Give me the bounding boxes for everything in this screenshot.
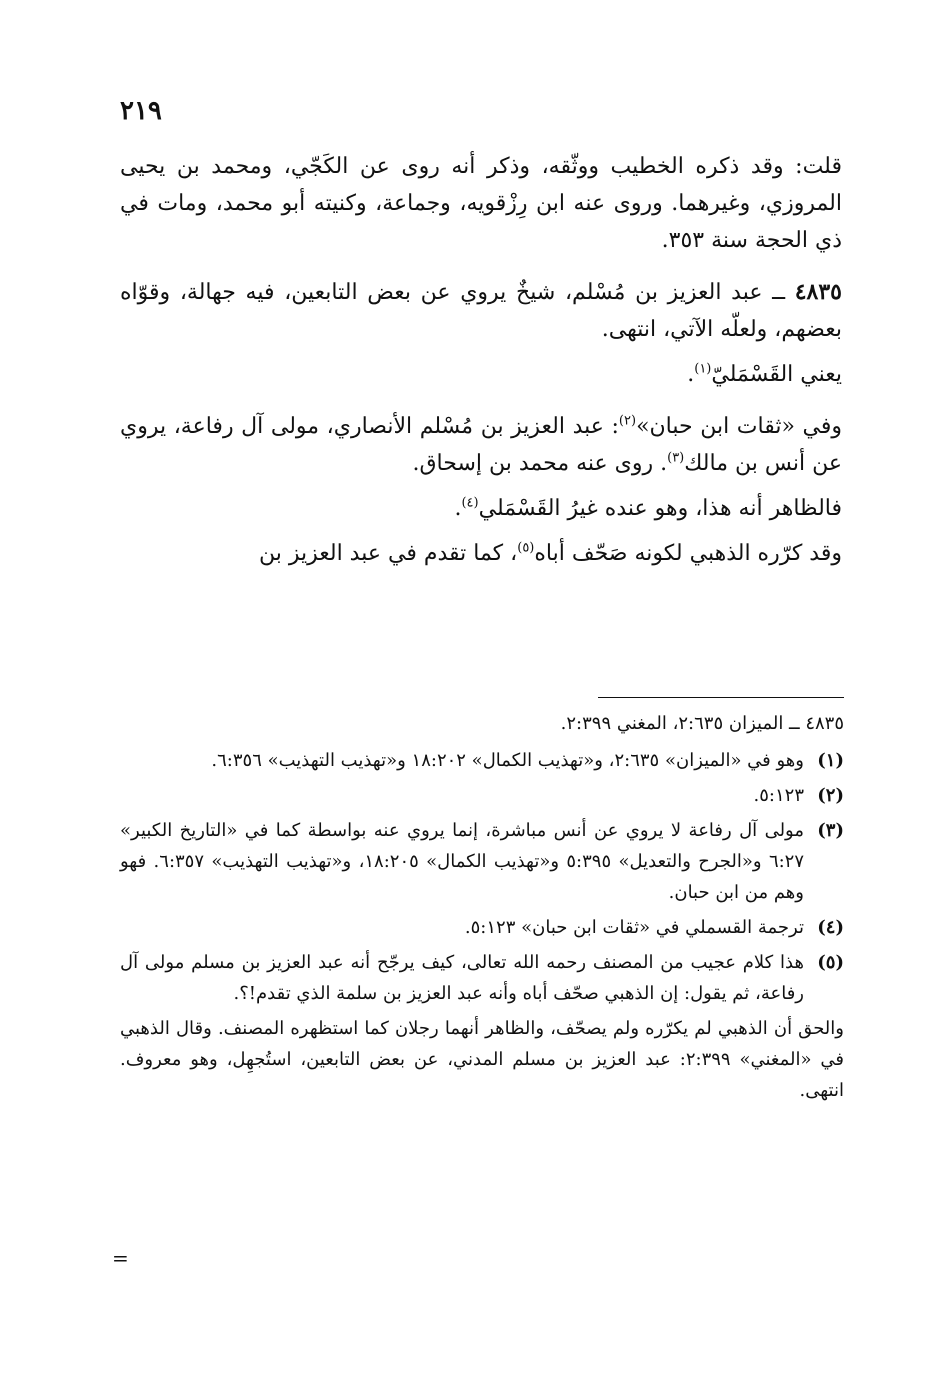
paragraph-5 (120, 490, 842, 527)
footnote-text: هذا كلام عجيب من المصنف رحمه الله تعالى، كيف يرجّح أنه عبد العزيز بن مسلم مولى آل رفاعة، ثم يقول: إن الذهبي صحّف أباه وأنه عبد العزيز بن سلمة الذي تقدم!؟. (120, 952, 804, 1004)
paragraph-3-end: . (687, 362, 695, 387)
page-number: ٢١٩ (120, 96, 162, 126)
footnote-number: (٣) (817, 820, 844, 841)
footnotes (120, 708, 844, 1106)
entry-number: ٤٨٣٥ (794, 279, 842, 305)
paragraph-3-text: يعني القَسْمَليّ (711, 362, 842, 387)
footnote-source: ٤٨٣٥ ــ الميزان ٢:٦٣٥، المغني ٢:٣٩٩. (560, 713, 844, 734)
footnote-ref-3: (٣) (667, 450, 685, 466)
paragraph-1: قلت: وقد ذكره الخطيب ووثّقه، وذكر أنه روى عن الكَجّي، ومحمد بن يحيى المروزي، وغيرهما. وروى عنه ابن رِزْقويه، وجماعة، وكنيته أبو محمد، ومات في ذي الحجة سنة ٣٥٣. (120, 154, 842, 253)
footnote-continuation: والحق أن الذهبي لم يكرّره ولم يصحّف، والظاهر أنهما رجلان كما استظهره المصنف. وقال الذهبي في «المغني» ٢:٣٩٩: عبد العزيز بن مسلم المدني، عن بعض التابعين، استُجهِل، وهو معروف. انتهى. (120, 1018, 844, 1101)
footnote-text: ٥:١٢٣. (753, 785, 804, 806)
footnote-text: مولى آل رفاعة لا يروي عن أنس مباشرة، إنما يروي عنه بواسطة كما في «التاريخ الكبير» ٦:٢٧ و«الجرح والتعديل» ٥:٣٩٥ و«تهذيب الكمال» ١٨:٢٠٥، و«تهذيب التهذيب» ٦:٣٥٧. فهو وهم من ابن حبان. (120, 820, 805, 903)
continuation-mark: = (112, 1246, 129, 1270)
paragraph-4 (120, 408, 842, 482)
entry-text: ــ عبد العزيز بن مُسْلم، شيخٌ يروي عن بعض التابعين، فيه جهالة، وقوّاه بعضهم، ولعلّه الآتي، انتهى. (120, 280, 842, 342)
footnote-ref-2: (٢) (618, 413, 637, 429)
footnote-ref-1: (١) (694, 361, 712, 377)
footnote-ref-5: (٥) (517, 540, 535, 556)
paragraph-6 (120, 535, 842, 572)
paragraph-3 (120, 356, 842, 393)
footnote-1 (120, 745, 844, 776)
footnote-number: (١) (817, 750, 844, 771)
footnote-2 (120, 780, 844, 811)
footnote-5 (120, 947, 844, 1009)
footnote-divider (598, 697, 844, 698)
footnote-3 (120, 815, 844, 908)
main-text (120, 148, 842, 587)
footnote-number: (٥) (817, 952, 844, 973)
footnote-number: (٤) (817, 917, 844, 938)
footnote-4 (120, 912, 844, 943)
footnote-number: (٢) (817, 785, 844, 806)
paragraph-6-part-a: وقد كرّره الذهبي لكونه صَحّف أباه (534, 541, 842, 566)
entry-4835 (120, 274, 842, 348)
paragraph-4-part-c: . روى عنه محمد بن إسحاق. (412, 451, 668, 476)
footnote-ref-4: (٤) (461, 495, 479, 511)
paragraph-4-part-a: وفي «ثقات ابن حبان» (636, 414, 843, 439)
paragraph-5-end: . (454, 496, 462, 521)
paragraph-5-text: فالظاهر أنه هذا، وهو عنده غيرُ القَسْمَلي (478, 496, 842, 521)
footnote-text: ترجمة القسملي في «ثقات ابن حبان» ٥:١٢٣. (464, 917, 804, 938)
paragraph-6-part-b: ، كما تقدم في عبد العزيز بن (258, 541, 518, 566)
footnote-text: وهو في «الميزان» ٢:٦٣٥، و«تهذيب الكمال» ١٨:٢٠٢ و«تهذيب التهذيب» ٦:٣٥٦. (211, 750, 804, 771)
paragraph-4-part-b: : عبد العزيز بن مُسْلم الأنصاري، مولى آل رفاعة، يروي عن أنس بن مالك (120, 414, 842, 476)
